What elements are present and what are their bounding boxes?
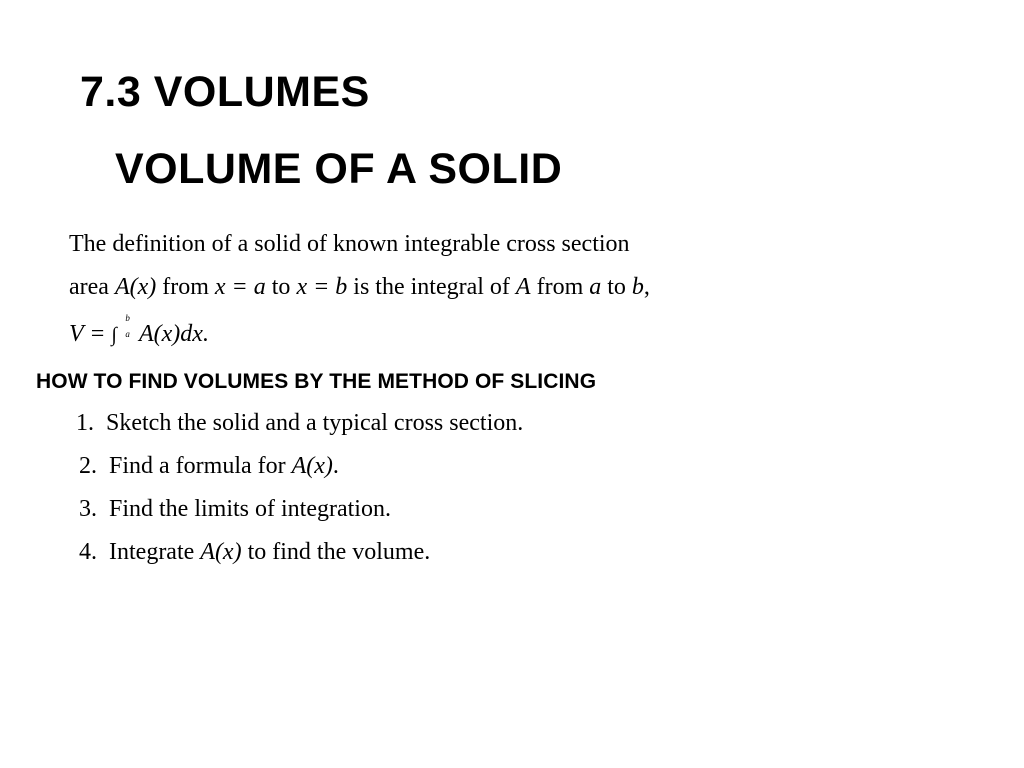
step-number: 4. bbox=[79, 539, 97, 565]
def-math-b: b bbox=[631, 274, 644, 300]
integral-upper-limit: b bbox=[125, 313, 130, 323]
step-item bbox=[79, 453, 339, 480]
step-math: A(x) bbox=[291, 453, 333, 479]
step-text-end: . bbox=[332, 453, 339, 479]
step-text-end: to find the volume. bbox=[241, 539, 431, 565]
definition-line-2 bbox=[69, 274, 650, 301]
step-item bbox=[79, 539, 430, 566]
definition-line-1: The definition of a solid of known integrable cross section bbox=[69, 231, 630, 257]
volume-formula bbox=[69, 313, 209, 348]
def-text-to: to bbox=[265, 274, 297, 300]
step-item bbox=[76, 410, 523, 437]
step-number: 3. bbox=[79, 496, 97, 522]
slide-subtitle: VOLUME OF A SOLID bbox=[115, 145, 563, 193]
formula-integrand: A(x)dx. bbox=[133, 321, 209, 347]
def-text-comma: , bbox=[643, 274, 650, 300]
integral-lower-limit: a bbox=[125, 329, 130, 339]
step-text: Find the limits of integration. bbox=[109, 496, 391, 522]
def-text-from-2: from bbox=[530, 274, 590, 300]
method-heading: HOW TO FIND VOLUMES BY THE METHOD OF SLICING bbox=[36, 370, 597, 393]
def-math-ax: A(x) bbox=[114, 274, 157, 300]
step-text: Sketch the solid and a typical cross section. bbox=[106, 410, 524, 436]
def-text-integral-of: is the integral of bbox=[347, 274, 516, 300]
def-text-to-2: to bbox=[601, 274, 632, 300]
def-math-xb: x = b bbox=[296, 274, 348, 300]
def-math-a-func: A bbox=[515, 274, 531, 300]
integral-limits bbox=[125, 313, 133, 341]
step-number: 1. bbox=[76, 410, 94, 436]
slide-title: 7.3 VOLUMES bbox=[80, 68, 370, 116]
formula-lhs: V = bbox=[69, 321, 112, 347]
step-math: A(x) bbox=[200, 539, 242, 565]
step-item bbox=[79, 496, 391, 523]
step-number: 2. bbox=[79, 453, 97, 479]
def-text-area: area bbox=[69, 274, 115, 300]
def-text-from: from bbox=[156, 274, 215, 300]
def-math-xa: x = a bbox=[214, 274, 266, 300]
step-text: Integrate bbox=[109, 539, 201, 565]
integral-sign-icon: ∫ bbox=[111, 324, 117, 346]
def-math-a: a bbox=[589, 274, 602, 300]
step-text: Find a formula for bbox=[109, 453, 292, 479]
